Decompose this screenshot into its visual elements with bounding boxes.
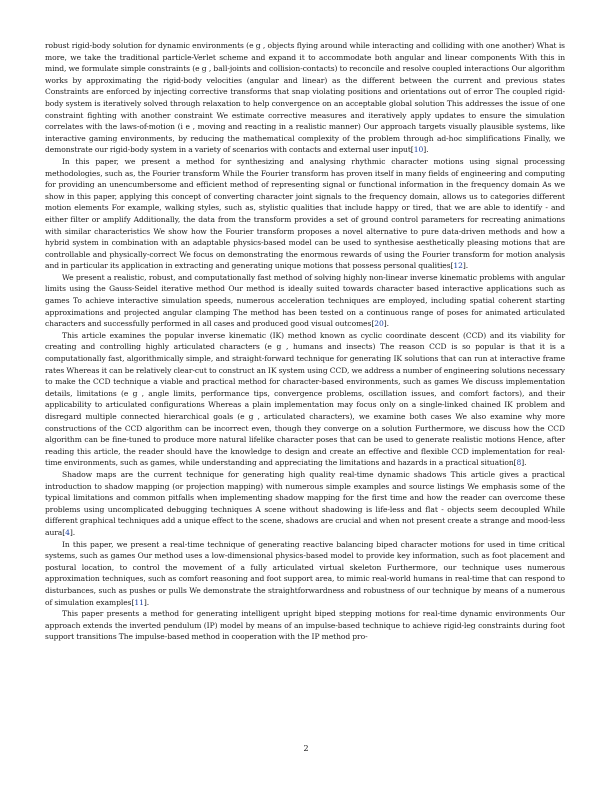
citation-link[interactable]: 4 xyxy=(65,527,70,537)
citation-link[interactable]: 11 xyxy=(134,597,144,607)
body-text xyxy=(45,40,565,643)
paragraph xyxy=(45,469,565,539)
paragraph-text: Shadow maps are the current technique for generating high quality real-time dynamic shadows This article gives a practical introduction to shadow mapping (or projection mapping) with numerous simple examples and source listings We emphasis some of the typical limitations and common pitfalls when implementing shadow mapping for the first time and how the reader can overcome these problems using uncomplicated debugging techniques A scene without shadowing is life-less and flat - objects seem decoupled While different graphical techniques add a unique effect to the scene, shadows are crucial and when not present create a strange and mood-less aura[ xyxy=(45,469,565,537)
paragraph-text: This article examines the popular inverse kinematic (IK) method known as cyclic coordinate descent (CCD) and its viability for creating and controlling highly articulated characters (e g , humans and insects) The reason CCD is so popular is that it is a computationally fast, algorithmically simple, and straight-forward technique for generating IK solutions that can run at interactive frame rates Whereas it can be relatively clear-cut to construct an IK system using CCD, we address a number of engineering solutions necessary to make the CCD technique a viable and practical method for character-based environments, such as games We discuss implementation details, limitations (e g , angle limits, performance tips, convergence problems, oscillation issues, and comfort factors), and their applicability to articulated configurations Whereas a plain implementation may focus only on a single-linked chained IK problem and disregard multiple connected hierarchical goals (e g , articulated characters), we examine both cases We also examine why more constructions of the CCD algorithm can be incorrect even, though they converge on a solution Furthermore, we discuss how the CCD algorithm can be fine-tuned to produce more natural lifelike character poses that can be used to generate realistic motions Hence, after reading this article, the reader should have the knowledge to design and create an effective and flexible CCD implementation for real-time environments, such as games, while understanding and appreciating the limitations and hazards in a practical situation[ xyxy=(45,330,565,468)
paragraph-text: We present a realistic, robust, and computationally fast method of solving highly non-linear inverse kinematic problems with angular limits using the Gauss-Seidel iterative method Our method is ideally suited towards character based interactive applications such as games To achieve interactive simulation speeds, numerous acceleration techniques are employed, including spatial coherent starting approximations and projected angular clamping The method has been tested on a continuous range of poses for animated articulated characters and successfully performed in all cases and produced good visual outcomes[ xyxy=(45,272,565,329)
paragraph-text: This paper presents a method for generating intelligent upright biped stepping motions for real-time dynamic environments Our approach extends the inverted pendulum (IP) model by means of an impulse-based technique to achieve rigid-leg constraints during foot support transitions The impulse-based method in cooperation with the IP method pro- xyxy=(45,609,565,642)
paragraph xyxy=(45,608,565,643)
paragraph-text: In this paper, we present a method for synthesizing and analysing rhythmic character motions using signal processing methodologies, such as, the Fourier transform While the Fourier transform has proven itself in many fields of engineering and computing for providing an unencumbersome and efficient method of representing signal or functional information in the frequency domain As we show in this paper, applying this concept of converting character joint signals to the frequency domain, allows us to categories different motion elements For example, walking styles, such as, stylistic qualities that include happy or tired, that we are able to identify - and either filter or amplify Additionally, the data from the transform provides a set of ground control parameters for recreating animations with similar characteristics We show how the Fourier transform proposes a novel alternative to pure data-driven methods and how a hybrid system in combination with an adaptable physics-based model can be used to synthesise aesthetically pleasing motions that are controllable and physically-correct We focus on demonstrating the enormous rewards of using the Fourier transform for motion analysis and in particular its application in extracting and generating unique motions that possess personal qualities[ xyxy=(45,156,565,271)
citation-link[interactable]: 8 xyxy=(516,458,522,468)
paragraph-text: robust rigid-body solution for dynamic environments (e g , objects flying around while interacting and colliding with one another) What is more, we take the traditional particle-Verlet scheme and expand it to accommodate both angular and linear components With this in mind, we formulate simple constraints (e g , ball-joints and collision-contacts) to reconcile and resolve coupled interactions Our algorithm works by approximating the rigid-body velocities (angular and linear) as the different between the current and previous states Constraints are enforced by injecting corrective transforms that snap violating positions and orientations out of error The coupled rigid-body system is iteratively solved through relaxation to help convergence on an acceptable global solution This addresses the issue of one constraint fighting with another constraint We estimate corrective measures and iteratively apply updates to ensure the simulation correlates with the laws-of-motion (i e , moving and reacting in a realistic manner) Our approach targets visually plausible systems, like interactive gaming environments, by reducing the mathematical complexity of the problem through ad-hoc simplifications Finally, we demonstrate our rigid-body system in a variety of scenarios with contacts and external user input[ xyxy=(45,41,565,155)
paragraph-end: ]. xyxy=(423,145,429,155)
paragraph xyxy=(45,539,565,609)
paragraph-end: ]. xyxy=(143,597,150,607)
citation-link[interactable]: 10 xyxy=(413,145,424,155)
paragraph xyxy=(45,330,565,469)
paragraph xyxy=(45,156,565,272)
paragraph-continuation xyxy=(45,40,565,156)
citation-link[interactable]: 12 xyxy=(453,261,463,271)
citation-link[interactable]: 20 xyxy=(374,319,384,329)
page-number: 2 xyxy=(303,744,309,753)
paragraph-end: ]. xyxy=(383,319,389,329)
paragraph-end: ]. xyxy=(462,261,469,271)
paragraph-end: ]. xyxy=(521,458,527,468)
paragraph xyxy=(45,272,565,330)
paragraph-end: ]. xyxy=(69,527,76,537)
paragraph-text: In this paper, we present a real-time technique of generating reactive balancing biped character motions for used in time critical systems, such as games Our method uses a low-dimensional physics-based model to provide key information, such as foot placement and postural location, to control the movement of a fully articulated virtual skeleton Furthermore, our technique uses numerous approximation techniques, such as comfort reasoning and foot support area, to mimic real-world humans in real-time that can respond to disturbances, such as pushes or pulls We demonstrate the straightforwardness and robustness of our technique by means of a numerous of simulation examples[ xyxy=(45,539,565,607)
